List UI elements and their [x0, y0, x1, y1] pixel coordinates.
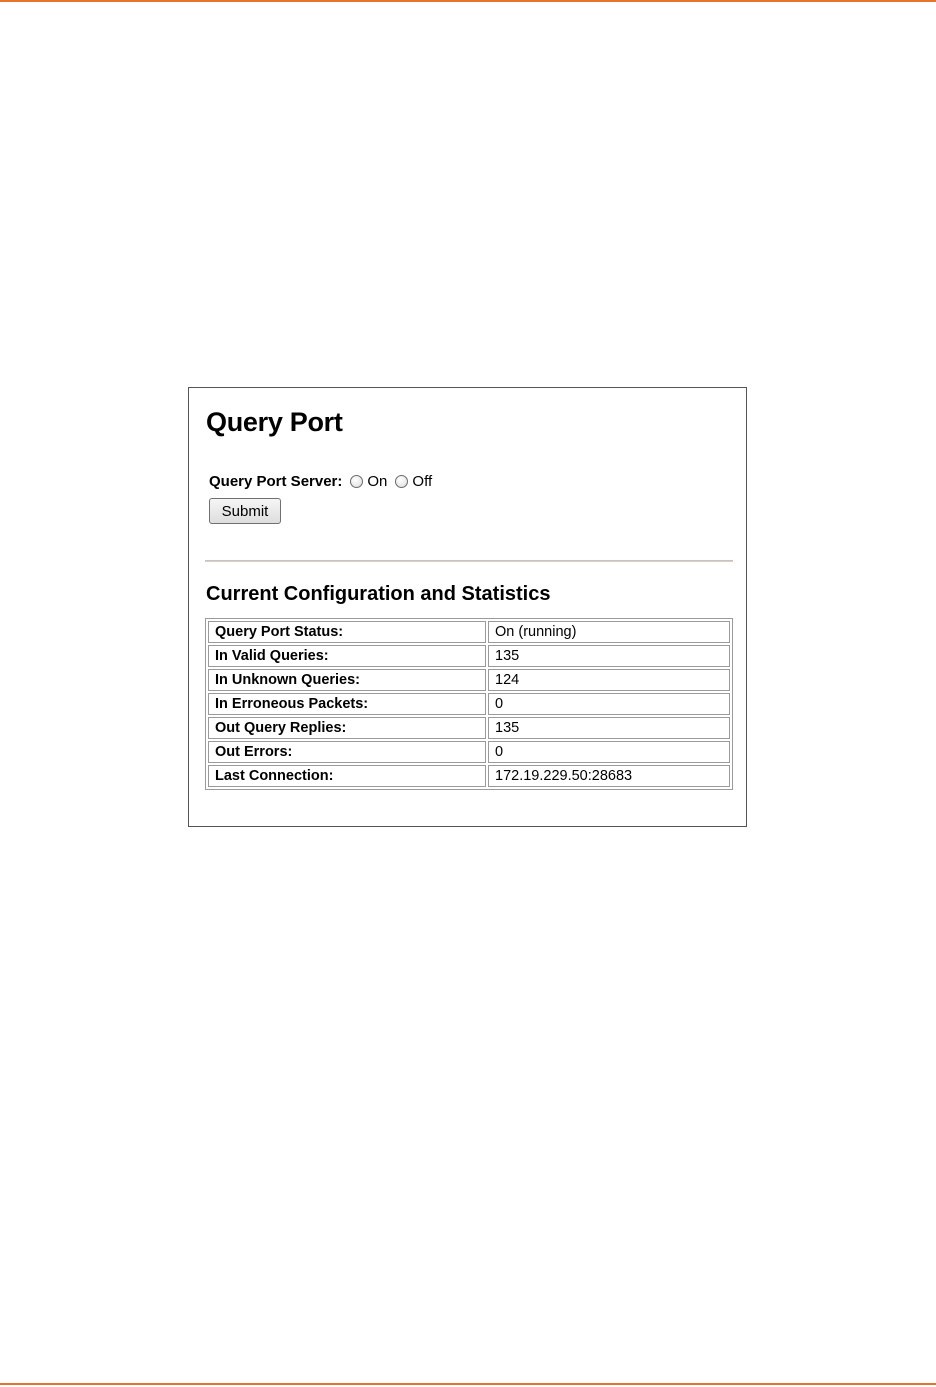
- table-row: [208, 693, 730, 715]
- table-row: [208, 669, 730, 691]
- row-value: 0: [488, 693, 730, 715]
- submit-button[interactable]: Submit: [209, 498, 281, 524]
- row-value: 135: [488, 645, 730, 667]
- row-label: Out Query Replies:: [208, 717, 486, 739]
- row-label: Last Connection:: [208, 765, 486, 787]
- table-row: [208, 741, 730, 763]
- section-title: Current Configuration and Statistics: [206, 583, 551, 605]
- statistics-table: [205, 618, 733, 790]
- row-label: In Valid Queries:: [208, 645, 486, 667]
- row-value: 172.19.229.50:28683: [488, 765, 730, 787]
- top-orange-rule: [0, 0, 936, 2]
- radio-off-label[interactable]: Off: [412, 472, 433, 490]
- table-row: [208, 621, 730, 643]
- query-port-panel: [188, 387, 747, 827]
- row-label: Out Errors:: [208, 741, 486, 763]
- radio-on-label[interactable]: On: [367, 472, 388, 490]
- section-divider: [205, 560, 733, 562]
- row-value: 124: [488, 669, 730, 691]
- row-value: 135: [488, 717, 730, 739]
- table-row: [208, 645, 730, 667]
- bottom-orange-rule: [0, 1383, 936, 1385]
- page-title: Query Port: [206, 407, 343, 437]
- table-row: [208, 717, 730, 739]
- row-label: Query Port Status:: [208, 621, 486, 643]
- radio-on[interactable]: [350, 475, 363, 488]
- query-port-server-row: [209, 471, 440, 491]
- table-row: [208, 765, 730, 787]
- row-value: 0: [488, 741, 730, 763]
- query-port-server-label: Query Port Server:: [209, 472, 343, 490]
- row-label: In Erroneous Packets:: [208, 693, 486, 715]
- row-label: In Unknown Queries:: [208, 669, 486, 691]
- row-value: On (running): [488, 621, 730, 643]
- radio-off[interactable]: [395, 475, 408, 488]
